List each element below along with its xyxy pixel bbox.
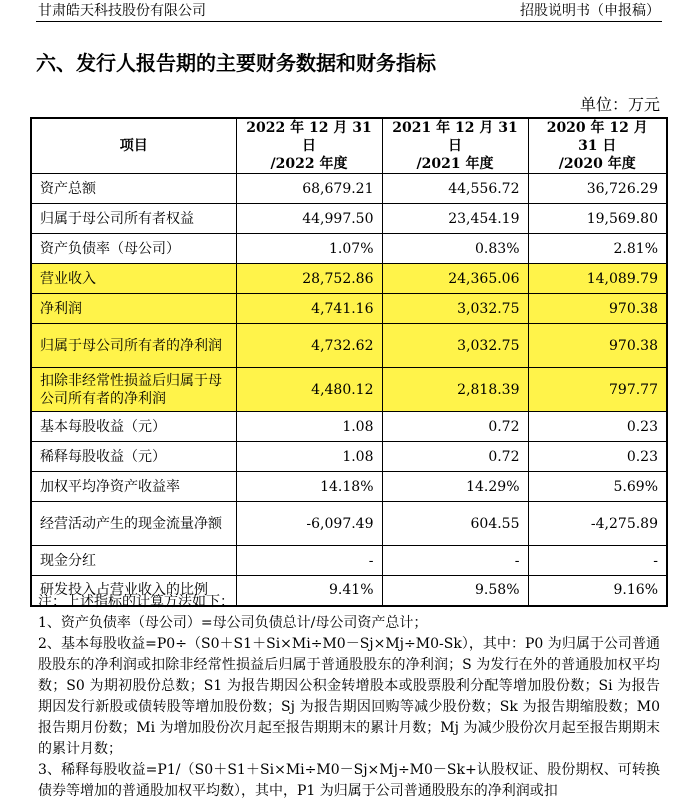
column-header-2021 [382, 118, 528, 174]
row-label: 现金分红 [31, 546, 236, 576]
cell-value: 14.29% [382, 472, 528, 502]
cell-value: 14.18% [236, 472, 382, 502]
row-label: 营业收入 [31, 264, 236, 294]
cell-value: 970.38 [528, 294, 667, 324]
cell-value: 797.77 [528, 368, 667, 412]
table-row [31, 174, 667, 204]
cell-value: 2,818.39 [382, 368, 528, 412]
cell-value: - [382, 546, 528, 576]
column-header-2022-line2: /2022 年度 [270, 156, 348, 172]
note-2: 2、基本每股收益=P0÷（S0＋S1＋Si×Mi÷M0－Sj×Mj÷M0-Sk），其中：P0 为归属于公司普通股股东的净利润或扣除非经常性损益后归属于普通股股东的净利润；S 为发行在外的普通股加权平均数；S0 为期初股份总数；S1 为报告期因公积金转增股本或股票股利分配等增加股份数；Si 为报告期因发行新股或债转股等增加股份数；Sj 为报告期因回购等减少股份数；Sk 为报告期缩股数；M0 报告期月份数；Mi 为增加股份次月起至报告期期末的累计月数；Mj 为减少股份次月起至报告期期末的累计月数； [38, 636, 660, 757]
table-row [31, 472, 667, 502]
table-row [31, 442, 667, 472]
cell-value: 9.41% [236, 576, 382, 606]
cell-value: 68,679.21 [236, 174, 382, 204]
cell-value: 5.69% [528, 472, 667, 502]
table-row [31, 412, 667, 442]
cell-value: 1.08 [236, 442, 382, 472]
table-row [31, 546, 667, 576]
header-company: 甘肃皓天科技股份有限公司 [38, 3, 206, 19]
cell-value: 36,726.29 [528, 174, 667, 204]
column-header-2020 [528, 118, 667, 174]
cell-value: 4,741.16 [236, 294, 382, 324]
table-notes [38, 592, 660, 802]
cell-value: - [236, 546, 382, 576]
cell-value: - [528, 546, 667, 576]
table-row [31, 204, 667, 234]
cell-value: 28,752.86 [236, 264, 382, 294]
row-label: 资产负债率（母公司） [31, 234, 236, 264]
cell-value: 604.55 [382, 502, 528, 546]
cell-value: 44,997.50 [236, 204, 382, 234]
column-header-2021-line2: /2021 年度 [416, 156, 494, 172]
column-header-2022-line1: 2022 年 12 月 31 日 [246, 120, 372, 154]
row-label: 归属于母公司所有者的净利润 [31, 324, 236, 368]
table-row-highlighted [31, 324, 667, 368]
cell-value: 970.38 [528, 324, 667, 368]
cell-value: 3,032.75 [382, 324, 528, 368]
row-label: 扣除非经常性损益后归属于母公司所有者的净利润 [31, 368, 236, 412]
cell-value: 0.83% [382, 234, 528, 264]
cell-value: 19,569.80 [528, 204, 667, 234]
cell-value: 1.07% [236, 234, 382, 264]
cell-value: 0.23 [528, 442, 667, 472]
table-header-row [31, 118, 667, 174]
table-row-highlighted [31, 264, 667, 294]
row-label: 加权平均净资产收益率 [31, 472, 236, 502]
row-label: 经营活动产生的现金流量净额 [31, 502, 236, 546]
column-header-2020-line1: 2020 年 12 月 31 日 [546, 120, 648, 154]
note-intro: 注：上述指标的计算方法如下： [38, 594, 234, 610]
cell-value: 3,032.75 [382, 294, 528, 324]
row-label: 基本每股收益（元） [31, 412, 236, 442]
header-doc-type: 招股说明书（申报稿） [520, 3, 660, 19]
table-row-highlighted [31, 368, 667, 412]
column-header-item: 项目 [31, 118, 236, 174]
table-row-highlighted [31, 294, 667, 324]
unit-label: 单位：万元 [579, 95, 660, 114]
section-title: 六、发行人报告期的主要财务数据和财务指标 [36, 51, 436, 75]
cell-value: -6,097.49 [236, 502, 382, 546]
row-label: 稀释每股收益（元） [31, 442, 236, 472]
row-label: 归属于母公司所有者权益 [31, 204, 236, 234]
column-header-2022 [236, 118, 382, 174]
cell-value: 4,480.12 [236, 368, 382, 412]
row-label: 研发投入占营业收入的比例 [31, 576, 236, 606]
column-header-2021-line1: 2021 年 12 月 31 日 [392, 120, 518, 154]
note-3: 3、稀释每股收益=P1/（S0＋S1＋Si×Mi÷M0－Sj×Mj÷M0－Sk+认股权证、股份期权、可转换债券等增加的普通股加权平均数），其中，P1 为归属于公司普通股股东的净利润或扣 [38, 762, 660, 799]
cell-value: 44,556.72 [382, 174, 528, 204]
cell-value: 9.58% [382, 576, 528, 606]
financial-table [30, 117, 668, 607]
cell-value: 0.23 [528, 412, 667, 442]
cell-value: 4,732.62 [236, 324, 382, 368]
table-row [31, 234, 667, 264]
row-label: 净利润 [31, 294, 236, 324]
header-divider [36, 21, 662, 22]
cell-value: -4,275.89 [528, 502, 667, 546]
cell-value: 0.72 [382, 412, 528, 442]
cell-value: 24,365.06 [382, 264, 528, 294]
cell-value: 14,089.79 [528, 264, 667, 294]
cell-value: 1.08 [236, 412, 382, 442]
column-header-2020-line2: /2020 年度 [558, 156, 636, 172]
table-row [31, 502, 667, 546]
cell-value: 9.16% [528, 576, 667, 606]
note-1: 1、资产负债率（母公司）=母公司负债总计/母公司资产总计； [38, 615, 428, 631]
cell-value: 23,454.19 [382, 204, 528, 234]
row-label: 资产总额 [31, 174, 236, 204]
cell-value: 0.72 [382, 442, 528, 472]
cell-value: 2.81% [528, 234, 667, 264]
